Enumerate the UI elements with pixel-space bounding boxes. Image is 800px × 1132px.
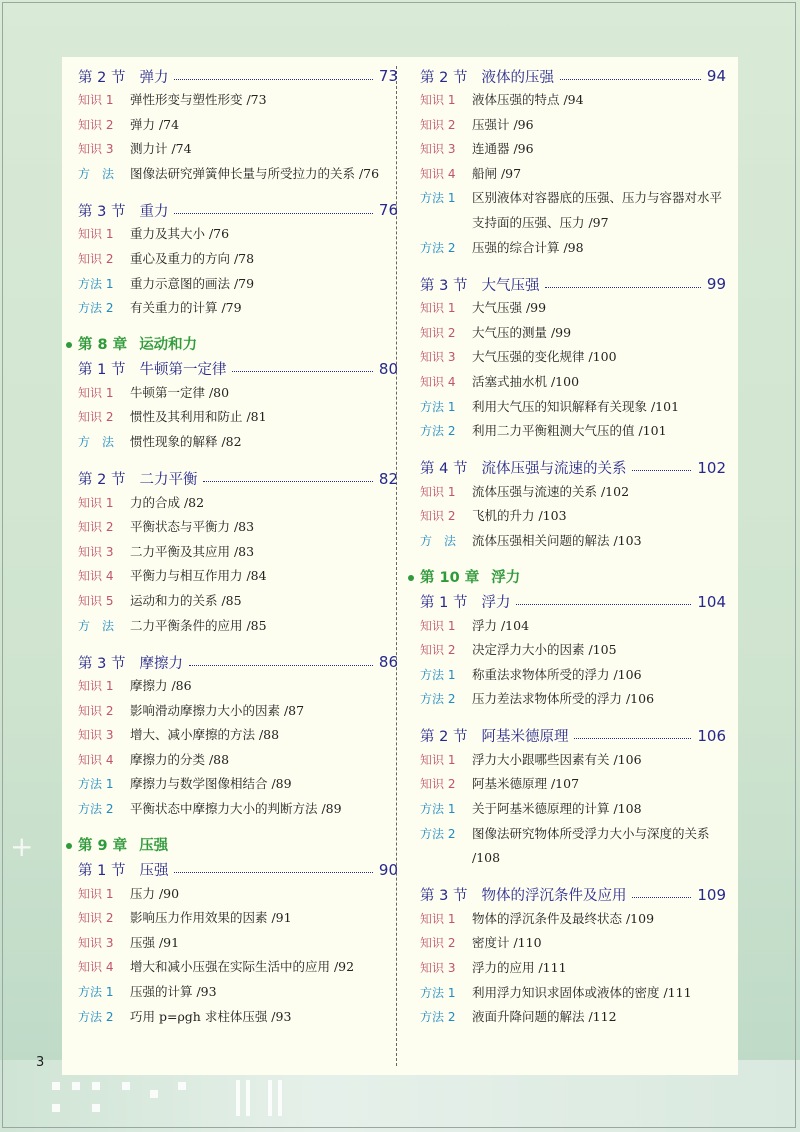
knowledge-item[interactable] — [78, 515, 398, 540]
knowledge-item[interactable] — [420, 907, 726, 932]
item-text: 牛顿第一定律 /80 — [130, 384, 230, 400]
section-number: 第 1 节 — [420, 595, 468, 611]
section-page: 109 — [697, 885, 726, 904]
item-text: 平衡状态中摩擦力大小的判断方法 /89 — [130, 801, 342, 817]
item-text: 液体压强的特点 /94 — [472, 92, 584, 107]
item-text: 摩擦力与数学图像相结合 /89 — [130, 776, 292, 792]
item-text: 浮力 /104 — [472, 617, 530, 633]
item-label: 方 法 — [78, 618, 115, 633]
item-text: 二力平衡及其应用 /83 — [130, 543, 255, 559]
section-number: 第 2 节 — [78, 69, 126, 86]
item-label: 方法 2 — [420, 826, 456, 841]
item-label: 知识 2 — [420, 117, 456, 132]
item-label: 知识 3 — [420, 350, 456, 365]
item-label: 知识 2 — [420, 777, 456, 792]
knowledge-item[interactable] — [420, 321, 726, 346]
item-label: 方法 1 — [78, 276, 114, 291]
knowledge-item[interactable] — [78, 564, 398, 589]
item-label: 方法 1 — [420, 802, 456, 817]
item-text: 流体压强与流速的关系 /102 — [472, 483, 630, 499]
bullet-dot-icon — [66, 342, 72, 348]
chapter-number: 第 8 章 — [78, 336, 128, 353]
item-label: 方法 2 — [420, 1010, 456, 1025]
item-text: 摩擦力 /86 — [130, 678, 192, 694]
chapter-heading[interactable] — [408, 566, 726, 590]
item-label: 知识 1 — [78, 886, 114, 901]
item-label: 知识 1 — [78, 385, 114, 400]
section-title: 压强 — [139, 863, 169, 880]
item-text: 利用二力平衡粗测大气压的值 /101 — [472, 423, 667, 439]
knowledge-item[interactable] — [420, 137, 726, 162]
item-label: 方 法 — [78, 434, 115, 449]
item-text: 物体的浮沉条件及最终状态 /109 — [472, 910, 655, 926]
section-number: 第 3 节 — [78, 655, 126, 672]
section-entry[interactable] — [78, 650, 398, 674]
item-label: 知识 2 — [78, 911, 114, 926]
item-label: 知识 2 — [78, 703, 114, 718]
item-label: 知识 2 — [78, 251, 114, 266]
item-label: 知识 4 — [78, 960, 114, 975]
item-label: 知识 3 — [78, 935, 114, 950]
item-label: 知识 4 — [420, 374, 456, 389]
chapter-number: 第 10 章 — [420, 569, 480, 586]
method-item[interactable] — [78, 980, 398, 1005]
item-text: 影响滑动摩擦力大小的因素 /87 — [130, 702, 305, 718]
item-label: 知识 2 — [420, 643, 456, 658]
section-number: 第 1 节 — [78, 863, 126, 880]
section-entry[interactable] — [420, 272, 726, 296]
item-text: 决定浮力大小的因素 /105 — [472, 642, 617, 658]
item-text: 区别液体对容器底的压强、压力与容器对水平支持面的压强、压力 /97 — [472, 190, 723, 230]
section-number: 第 2 节 — [78, 472, 126, 489]
knowledge-item[interactable] — [78, 113, 398, 138]
section-spacer — [420, 260, 726, 272]
knowledge-item[interactable] — [78, 748, 398, 773]
chapter-heading[interactable] — [66, 834, 398, 858]
item-text: 压强的计算 /93 — [130, 984, 217, 1000]
knowledge-item[interactable] — [78, 381, 398, 406]
item-text: 船闸 /97 — [472, 165, 522, 181]
item-text: 大气压强 /99 — [472, 300, 547, 316]
item-text: 关于阿基米德原理的计算 /108 — [472, 801, 642, 817]
item-text: 平衡状态与平衡力 /83 — [130, 519, 255, 535]
section-number: 第 4 节 — [420, 461, 468, 478]
item-label: 方法 2 — [78, 301, 114, 316]
item-text: 浮力大小跟哪些因素有关 /106 — [472, 751, 642, 767]
item-text: 增大、减小摩擦的方法 /88 — [130, 727, 280, 743]
section-page: 82 — [378, 469, 398, 488]
item-text: 活塞式抽水机 /100 — [472, 373, 580, 389]
plus-decoration-icon: + — [10, 830, 34, 863]
section-title: 摩擦力 — [139, 655, 183, 672]
item-text: 运动和力的关系 /85 — [130, 592, 242, 608]
section-title: 阿基米德原理 — [481, 729, 569, 746]
section-title: 弹力 — [139, 69, 169, 86]
knowledge-item[interactable] — [420, 504, 726, 529]
dot-leader — [174, 213, 372, 214]
item-label: 方法 1 — [78, 985, 114, 1000]
item-text: 摩擦力的分类 /88 — [130, 751, 230, 767]
knowledge-item[interactable] — [78, 931, 398, 956]
item-text: 流体压强相关问题的解法 /103 — [472, 532, 642, 548]
item-label: 知识 2 — [78, 410, 114, 425]
toc-right-column — [420, 64, 726, 1030]
section-spacer — [78, 822, 398, 834]
knowledge-item[interactable] — [420, 370, 726, 395]
method-item[interactable] — [78, 1005, 398, 1030]
toc-left-column — [78, 64, 398, 1029]
knowledge-item[interactable] — [420, 772, 726, 797]
item-text: 有关重力的计算 /79 — [130, 300, 242, 316]
item-text: 压强的综合计算 /98 — [472, 239, 584, 255]
method-item[interactable] — [78, 797, 398, 822]
section-entry[interactable] — [78, 858, 398, 882]
method-item[interactable] — [420, 663, 726, 688]
item-label: 方 法 — [420, 533, 457, 548]
knowledge-item[interactable] — [420, 113, 726, 138]
item-label: 知识 2 — [420, 936, 456, 951]
item-label: 知识 4 — [78, 752, 114, 767]
chapter-title: 运动和力 — [139, 336, 198, 353]
page-number: 3 — [36, 1055, 45, 1070]
dot-leader — [174, 79, 372, 80]
section-spacer — [78, 455, 398, 467]
method-item[interactable] — [420, 419, 726, 444]
item-text: 图像法研究物体所受浮力大小与深度的关系 /108 — [472, 825, 710, 866]
item-label: 方 法 — [78, 166, 115, 181]
method-item[interactable] — [420, 797, 726, 822]
section-spacer — [420, 871, 726, 883]
knowledge-item[interactable] — [420, 748, 726, 773]
item-label: 知识 1 — [420, 93, 456, 107]
item-label: 方法 2 — [420, 692, 456, 707]
knowledge-item[interactable] — [78, 955, 398, 980]
section-spacer — [78, 638, 398, 650]
knowledge-item[interactable] — [78, 88, 398, 113]
item-text: 连通器 /96 — [472, 141, 534, 157]
chapter-heading[interactable] — [66, 333, 398, 357]
knowledge-item[interactable] — [420, 956, 726, 981]
section-page: 102 — [697, 458, 726, 477]
item-text: 压力差法求物体所受的浮力 /106 — [472, 691, 655, 707]
section-title: 大气压强 — [481, 277, 540, 294]
section-title: 牛顿第一定律 — [139, 362, 227, 379]
item-label: 知识 1 — [78, 93, 114, 107]
section-page: 76 — [378, 201, 398, 220]
item-label: 方法 1 — [420, 667, 456, 682]
method-item[interactable] — [420, 981, 726, 1006]
knowledge-item[interactable] — [78, 589, 398, 614]
item-label: 方法 2 — [78, 1009, 114, 1024]
knowledge-item[interactable] — [78, 491, 398, 516]
item-text: 压强 /91 — [130, 934, 180, 950]
bullet-dot-icon — [66, 843, 72, 849]
item-text: 图像法研究弹簧伸长量与所受拉力的关系 /76 — [130, 165, 380, 181]
item-label: 知识 1 — [420, 911, 456, 926]
method-item[interactable] — [420, 822, 726, 871]
section-page: 99 — [706, 275, 726, 294]
item-label: 知识 1 — [420, 484, 456, 499]
section-entry[interactable] — [420, 724, 726, 748]
section-entry[interactable] — [78, 467, 398, 491]
dot-leader — [189, 665, 373, 666]
item-label: 知识 1 — [78, 227, 114, 242]
item-text: 惯性现象的解释 /82 — [130, 433, 242, 449]
item-label: 方法 1 — [78, 777, 114, 792]
knowledge-item[interactable] — [420, 345, 726, 370]
method-item[interactable] — [78, 162, 398, 187]
knowledge-item[interactable] — [78, 906, 398, 931]
section-spacer — [420, 444, 726, 456]
section-title: 浮力 — [481, 595, 511, 611]
method-item[interactable] — [420, 236, 726, 261]
knowledge-item[interactable] — [78, 137, 398, 162]
knowledge-item[interactable] — [420, 480, 726, 505]
item-label: 知识 1 — [420, 301, 456, 316]
item-text: 增大和减小压强在实际生活中的应用 /92 — [130, 959, 355, 975]
section-page: 86 — [378, 653, 398, 672]
knowledge-item[interactable] — [78, 699, 398, 724]
item-text: 液面升降问题的解法 /112 — [472, 1009, 617, 1025]
item-label: 知识 3 — [420, 961, 456, 976]
knowledge-item[interactable] — [420, 931, 726, 956]
dot-leader — [203, 481, 372, 482]
section-title: 物体的浮沉条件及应用 — [481, 888, 627, 905]
item-text: 飞机的升力 /103 — [472, 508, 567, 524]
chapter-title: 浮力 — [491, 569, 521, 586]
method-item[interactable] — [78, 430, 398, 455]
section-spacer — [420, 712, 726, 724]
section-page: 104 — [697, 592, 726, 611]
dot-leader — [632, 897, 691, 898]
item-text: 阿基米德原理 /107 — [472, 776, 580, 792]
item-text: 惯性及其利用和防止 /81 — [130, 409, 267, 425]
item-label: 方法 2 — [420, 424, 456, 439]
item-text: 压力 /90 — [130, 885, 180, 901]
method-item[interactable] — [78, 772, 398, 797]
method-item[interactable] — [420, 687, 726, 712]
item-text: 密度计 /110 — [472, 935, 542, 951]
item-label: 知识 3 — [78, 142, 114, 157]
item-label: 方法 1 — [420, 399, 456, 414]
item-label: 方法 1 — [420, 985, 456, 1000]
section-page: 94 — [706, 67, 726, 85]
dot-leader — [574, 738, 691, 739]
item-label: 知识 2 — [420, 325, 456, 340]
item-label: 知识 1 — [420, 618, 456, 633]
section-entry[interactable] — [420, 883, 726, 907]
section-entry[interactable] — [420, 456, 726, 480]
item-label: 知识 3 — [420, 142, 456, 157]
section-entry[interactable] — [420, 64, 726, 88]
item-text: 利用浮力知识求固体或液体的密度 /111 — [472, 984, 692, 1000]
knowledge-item[interactable] — [78, 405, 398, 430]
item-label: 知识 4 — [420, 166, 456, 181]
dot-leader — [560, 79, 701, 80]
item-text: 大气压强的变化规律 /100 — [472, 349, 617, 365]
section-number: 第 1 节 — [78, 362, 126, 379]
item-label: 知识 2 — [78, 117, 114, 132]
section-entry[interactable] — [78, 64, 398, 88]
method-item[interactable] — [78, 614, 398, 639]
item-text: 测力计 /74 — [130, 141, 192, 157]
item-label: 知识 1 — [78, 679, 114, 694]
method-item[interactable] — [420, 1005, 726, 1030]
knowledge-item[interactable] — [78, 882, 398, 907]
item-label: 知识 2 — [420, 509, 456, 524]
knowledge-item[interactable] — [420, 162, 726, 187]
item-label: 知识 3 — [78, 728, 114, 743]
dot-leader — [545, 287, 700, 288]
knowledge-item[interactable] — [78, 222, 398, 247]
section-page: 106 — [697, 726, 726, 745]
item-text: 压强计 /96 — [472, 116, 534, 132]
item-text: 大气压的测量 /99 — [472, 324, 572, 340]
item-label: 方法 2 — [420, 240, 456, 255]
section-number: 第 3 节 — [420, 277, 468, 294]
item-text: 重力示意图的画法 /79 — [130, 275, 255, 291]
section-entry[interactable] — [420, 590, 726, 614]
dot-leader — [174, 872, 372, 873]
section-page: 73 — [378, 67, 398, 85]
section-entry[interactable] — [78, 357, 398, 381]
item-text: 称重法求物体所受的浮力 /106 — [472, 666, 642, 682]
item-label: 方法 1 — [420, 191, 456, 206]
section-title: 流体压强与流速的关系 — [481, 461, 627, 478]
item-label: 知识 4 — [78, 569, 114, 584]
dot-leader — [632, 470, 691, 471]
item-label: 方法 2 — [78, 802, 114, 817]
knowledge-item[interactable] — [78, 674, 398, 699]
bullet-dot-icon — [408, 575, 414, 581]
item-text: 弹力 /74 — [130, 116, 180, 132]
section-number: 第 3 节 — [420, 888, 468, 905]
item-label: 知识 1 — [78, 495, 114, 510]
chapter-title: 压强 — [139, 837, 169, 854]
section-page: 80 — [378, 359, 398, 378]
section-spacer — [420, 554, 726, 566]
item-text: 影响压力作用效果的因素 /91 — [130, 910, 292, 926]
item-text: 重心及重力的方向 /78 — [130, 250, 255, 266]
dot-leader — [232, 371, 372, 372]
section-title: 重力 — [139, 203, 169, 220]
section-page: 90 — [378, 860, 398, 879]
method-item[interactable] — [420, 529, 726, 554]
method-item[interactable] — [78, 296, 398, 321]
item-text: 重力及其大小 /76 — [130, 226, 230, 242]
knowledge-item[interactable] — [78, 723, 398, 748]
section-number: 第 2 节 — [420, 69, 468, 86]
method-item[interactable] — [78, 272, 398, 297]
knowledge-item[interactable] — [78, 247, 398, 272]
method-item[interactable] — [420, 395, 726, 420]
item-text: 利用大气压的知识解释有关现象 /101 — [472, 398, 680, 414]
item-label: 知识 3 — [78, 544, 114, 559]
knowledge-item[interactable] — [420, 638, 726, 663]
chapter-number: 第 9 章 — [78, 837, 128, 854]
item-text: 平衡力与相互作用力 /84 — [130, 568, 267, 584]
dot-leader — [516, 604, 691, 605]
section-title: 二力平衡 — [139, 472, 198, 489]
item-label: 知识 5 — [78, 593, 114, 608]
knowledge-item[interactable] — [420, 296, 726, 321]
item-text: 力的合成 /82 — [130, 494, 205, 510]
knowledge-item[interactable] — [420, 88, 726, 113]
item-text: 浮力的应用 /111 — [472, 960, 567, 976]
knowledge-item[interactable] — [420, 614, 726, 639]
item-label: 知识 1 — [420, 752, 456, 767]
knowledge-item[interactable] — [78, 540, 398, 565]
section-entry[interactable] — [78, 198, 398, 222]
item-text: 弹性形变与塑性形变 /73 — [130, 92, 267, 107]
section-title: 液体的压强 — [481, 69, 554, 86]
item-text: 二力平衡条件的应用 /85 — [130, 617, 267, 633]
method-item[interactable] — [420, 186, 726, 235]
section-number: 第 2 节 — [420, 729, 468, 746]
item-label: 知识 2 — [78, 520, 114, 535]
section-spacer — [78, 321, 398, 333]
section-spacer — [78, 186, 398, 198]
item-text: 巧用 p=ρgh 求柱体压强 /93 — [130, 1008, 292, 1024]
section-number: 第 3 节 — [78, 203, 126, 220]
